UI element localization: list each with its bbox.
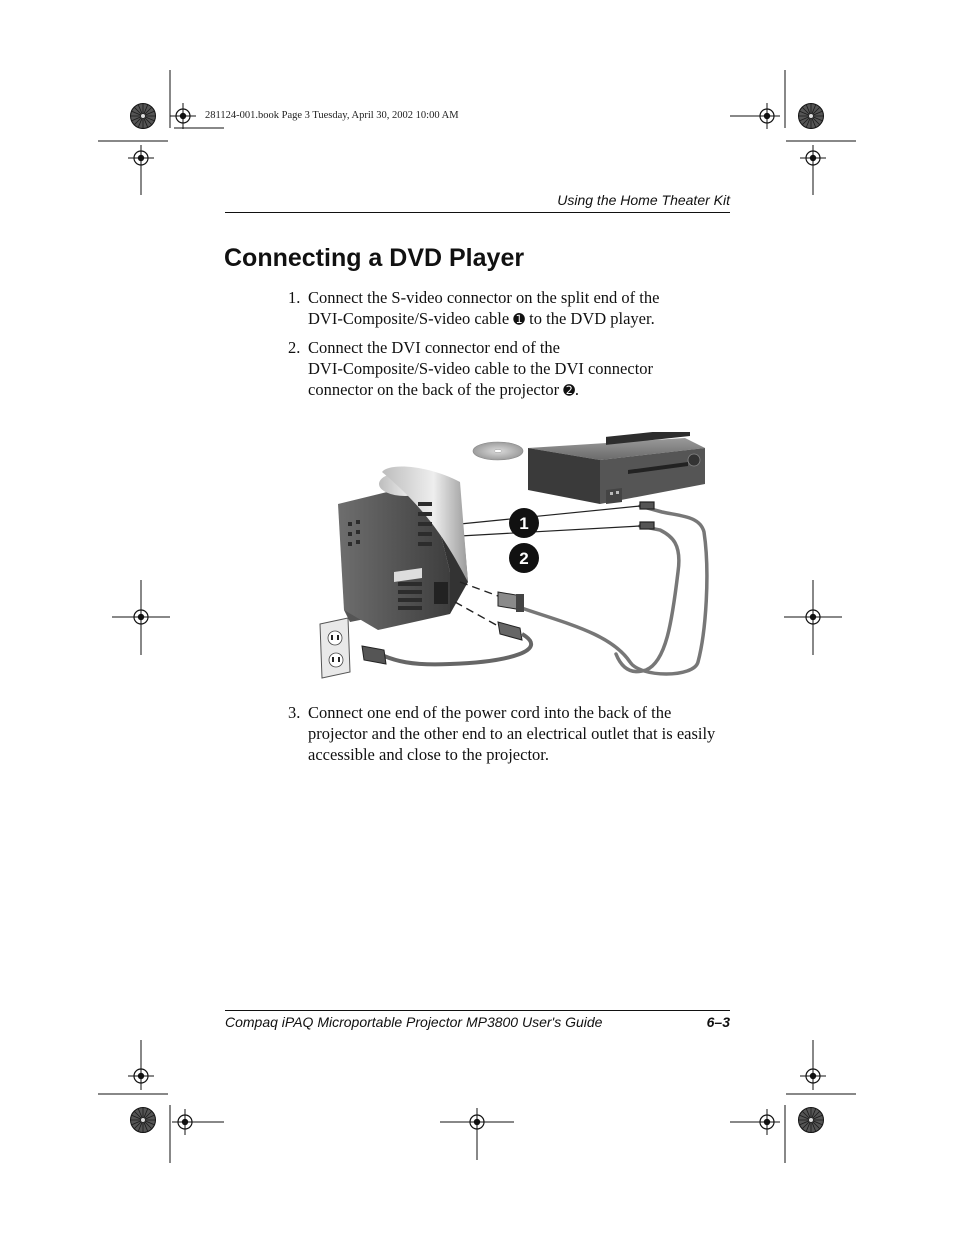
step-line: to the DVD player. [525, 309, 655, 328]
list-item-step-3 [288, 702, 738, 765]
svideo-connector [460, 502, 654, 536]
dvi-connector-illustration [460, 582, 524, 612]
step-number: 1. [288, 288, 301, 307]
registration-starburst-bottom-left [131, 1108, 156, 1133]
step-line: Connect the S-video connector on the split end of the [308, 288, 660, 307]
running-head: Using the Home Theater Kit [557, 192, 730, 208]
figure-callout-2 [509, 543, 539, 573]
figure-callout-1 [509, 508, 539, 538]
svg-text:1: 1 [519, 514, 529, 533]
dvd-player-illustration [528, 432, 705, 504]
step-line: DVI-Composite/S-video cable to the DVI connector [308, 359, 654, 378]
section-title: Connecting a DVD Player [224, 244, 525, 272]
list-item-step-1 [288, 287, 738, 331]
registration-starburst-top-right [799, 104, 824, 129]
step-text [308, 337, 738, 402]
svg-text:2: 2 [519, 549, 529, 568]
disc-illustration [473, 442, 523, 460]
step-line: DVI-Composite/S-video cable [308, 309, 514, 328]
registration-starburst-top-left [131, 104, 156, 129]
step-line: . [574, 380, 580, 399]
step-line: Connect one end of the power cord into the back of the [308, 703, 672, 722]
footer-rule [225, 1010, 730, 1011]
step-line: Connect the DVI connector end of the [308, 338, 560, 357]
step-number: 2. [288, 338, 301, 357]
step-line: accessible and close to the projector. [308, 745, 549, 764]
step-line: connector on the back of the projector [308, 380, 564, 399]
wall-outlet-illustration [320, 618, 350, 678]
header-rule [225, 212, 730, 213]
print-info-line: 281124-001.book Page 3 Tuesday, April 30, 2002 10:00 AM [205, 110, 459, 121]
registration-crosshair [170, 103, 196, 129]
step-line: projector and the other end to an electrical outlet that is easily [308, 724, 716, 743]
footer-title: Compaq iPAQ Microportable Projector MP3800 User's Guide [225, 1014, 603, 1030]
callout-2-icon: ➋ [563, 383, 575, 399]
registration-starburst-bottom-right [799, 1108, 824, 1133]
projector-illustration [338, 467, 468, 630]
callout-1-icon: ➊ [513, 312, 526, 328]
connection-diagram [310, 432, 730, 684]
page-number: 6–3 [706, 1014, 730, 1030]
step-text [308, 287, 738, 331]
step-number: 3. [288, 703, 301, 722]
list-item-step-2 [288, 337, 738, 402]
step-text [308, 702, 738, 765]
